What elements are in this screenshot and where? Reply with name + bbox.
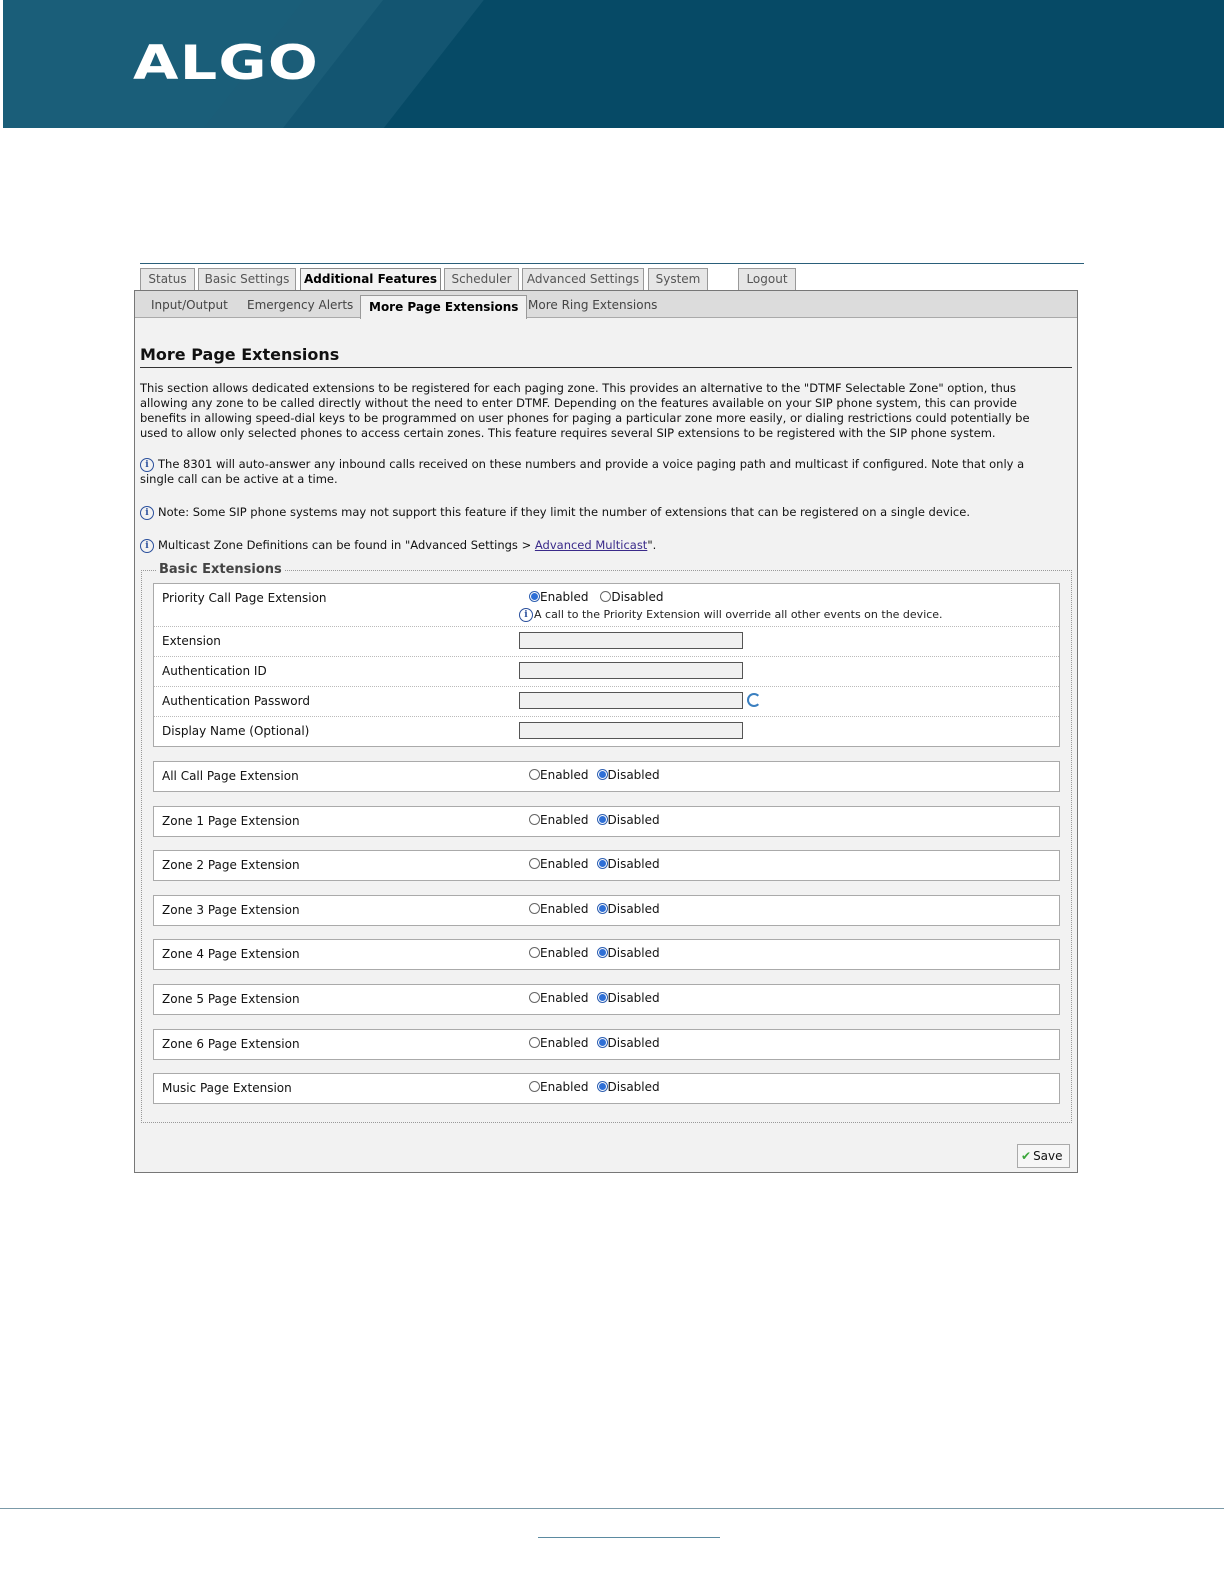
info-note <box>140 457 1050 487</box>
header-banner <box>3 0 1224 128</box>
note-text: Multicast Zone Definitions can be found in "Advanced Settings > <box>158 538 535 552</box>
extension-label: Zone 2 Page Extension <box>162 858 300 873</box>
info-icon: i <box>140 458 154 472</box>
tab-basic-settings[interactable]: Basic Settings <box>198 268 296 290</box>
extension-label: Zone 3 Page Extension <box>162 902 300 917</box>
note-text: ". <box>647 538 657 552</box>
extension-radio-group <box>529 902 668 916</box>
basic-extensions-fieldset <box>141 562 1072 1123</box>
divider <box>140 263 1084 264</box>
enabled-radio[interactable] <box>529 1081 540 1092</box>
extension-radio-group <box>529 991 668 1005</box>
extension-box <box>153 761 1060 792</box>
extension-setting-row <box>154 851 1059 880</box>
extension-setting-row <box>154 807 1059 836</box>
auth-id-label: Authentication ID <box>162 664 267 678</box>
radio-label: Enabled <box>540 901 589 916</box>
fieldset-legend: Basic Extensions <box>156 562 285 577</box>
extension-box <box>153 984 1060 1015</box>
auth-password-label: Authentication Password <box>162 694 310 708</box>
tab-additional-features[interactable]: Additional Features <box>300 268 441 292</box>
content-panel <box>134 290 1078 1173</box>
enabled-radio[interactable] <box>529 814 540 825</box>
extension-label: Music Page Extension <box>162 1081 292 1096</box>
extension-control <box>519 632 743 649</box>
radio-label: Disabled <box>607 1080 660 1095</box>
extension-box <box>153 939 1060 970</box>
page-title: More Page Extensions <box>140 345 340 364</box>
radio-label: Disabled <box>607 991 660 1005</box>
priority-hint <box>519 607 943 622</box>
sub-tabs <box>135 291 1077 318</box>
radio-label: Enabled <box>540 991 589 1005</box>
subtab-more-page-extensions[interactable]: More Page Extensions <box>360 295 527 319</box>
advanced-multicast-link[interactable]: Advanced Multicast <box>534 538 648 552</box>
extension-setting-row <box>154 1030 1059 1059</box>
disabled-radio[interactable] <box>597 903 608 914</box>
note-text: Note: Some SIP phone systems may not support this feature if they limit the number of extensions that can be registered on a single device. <box>158 505 970 519</box>
disabled-radio[interactable] <box>597 858 608 869</box>
extension-input[interactable] <box>519 632 743 649</box>
extension-label: Zone 6 Page Extension <box>162 1036 300 1051</box>
radio-label: Disabled <box>607 812 660 827</box>
priority-extension-box <box>153 583 1060 747</box>
save-button[interactable] <box>1017 1144 1070 1168</box>
radio-label: Enabled <box>540 590 589 604</box>
disabled-radio[interactable] <box>597 992 608 1003</box>
radio-label: Enabled <box>540 1080 589 1095</box>
disabled-radio[interactable] <box>597 1081 608 1092</box>
auth-id-control <box>519 662 743 679</box>
footer-link-line <box>538 1537 720 1538</box>
intro-text: This section allows dedicated extensions to be registered for each paging zone. This provides an alternative to the "DTMF Selectable Zone" option, thus allowing any zone to be called directly without the need to enter DTMF. Depending on the features available on your SIP phone system, this can provide benefits in allowing speed-dial keys to be programmed on user phones for paging a particular zone more easily, or dialing restrictions could potentially be used to allow only selected phones to access certain zones. This feature requires several SIP extensions to be registered with the SIP phone system. <box>140 381 1030 440</box>
extension-radio-group <box>529 1036 668 1050</box>
extension-radio-group <box>529 857 668 871</box>
checkmark-icon: ✔ <box>1021 1149 1032 1163</box>
tab-status[interactable]: Status <box>140 268 195 290</box>
reveal-password-icon[interactable] <box>747 693 761 707</box>
extension-label: Zone 4 Page Extension <box>162 947 300 962</box>
extension-box <box>153 806 1060 837</box>
hint-text: A call to the Priority Extension will override all other events on the device. <box>534 608 943 621</box>
tab-logout[interactable]: Logout <box>738 268 796 290</box>
radio-label: Enabled <box>540 812 589 827</box>
auth-password-input[interactable] <box>519 692 743 709</box>
display-name-label: Display Name (Optional) <box>162 724 310 738</box>
extension-setting-row <box>154 940 1059 969</box>
extension-box <box>153 895 1060 926</box>
extension-radio-group <box>529 768 668 782</box>
extension-radio-group <box>529 813 668 827</box>
subtab-input-output[interactable]: Input/Output <box>151 298 228 312</box>
radio-label: Enabled <box>540 1035 589 1050</box>
extension-label: All Call Page Extension <box>162 769 299 783</box>
enabled-radio[interactable] <box>529 858 540 869</box>
disabled-radio[interactable] <box>597 814 608 825</box>
priority-row <box>154 584 1059 627</box>
display-name-input[interactable] <box>519 722 743 739</box>
extension-box <box>153 1073 1060 1104</box>
display-name-control <box>519 722 743 739</box>
auth-password-row <box>154 687 1059 717</box>
extension-setting-row <box>154 985 1059 1014</box>
extension-setting-row <box>154 1074 1059 1103</box>
footer-divider <box>0 1508 1224 1509</box>
subtab-emergency-alerts[interactable]: Emergency Alerts <box>247 298 354 312</box>
info-note <box>140 505 1050 520</box>
extension-label: Extension <box>162 634 221 648</box>
algo-logo: ALGO <box>133 36 320 91</box>
subtab-more-ring-extensions[interactable]: More Ring Extensions <box>528 298 658 312</box>
auth-id-row <box>154 657 1059 687</box>
priority-radio-group <box>529 590 671 604</box>
radio-label: Disabled <box>607 946 660 961</box>
disabled-radio[interactable] <box>597 769 608 780</box>
title-divider <box>140 367 1072 368</box>
save-label: Save <box>1033 1149 1063 1163</box>
tab-system[interactable]: System <box>648 268 708 290</box>
enabled-radio[interactable] <box>529 947 540 958</box>
extension-label: Zone 5 Page Extension <box>162 992 300 1006</box>
tab-advanced-settings[interactable]: Advanced Settings <box>522 268 644 290</box>
radio-label: Enabled <box>540 946 589 961</box>
auth-id-input[interactable] <box>519 662 743 679</box>
extension-radio-group <box>529 1080 668 1094</box>
enabled-radio[interactable] <box>529 769 540 780</box>
extension-row <box>154 627 1059 657</box>
extension-box <box>153 850 1060 881</box>
disabled-radio[interactable] <box>597 947 608 958</box>
info-icon: i <box>140 506 154 520</box>
enabled-radio[interactable] <box>529 992 540 1003</box>
info-icon: i <box>519 608 533 622</box>
radio-label: Enabled <box>540 857 589 872</box>
enabled-radio[interactable] <box>529 1037 540 1048</box>
display-name-row <box>154 717 1059 746</box>
extension-label: Zone 1 Page Extension <box>162 813 300 828</box>
tab-scheduler[interactable]: Scheduler <box>444 268 519 290</box>
radio-label: Disabled <box>607 857 660 872</box>
extension-setting-row <box>154 896 1059 925</box>
radio-label: Disabled <box>607 768 660 782</box>
info-icon: i <box>140 539 154 553</box>
auth-password-control <box>519 692 761 709</box>
radio-label: Disabled <box>607 901 660 916</box>
radio-label: Disabled <box>611 590 664 604</box>
radio-label: Enabled <box>540 768 589 782</box>
extension-setting-row <box>154 762 1059 791</box>
info-note <box>140 538 1050 553</box>
enabled-radio[interactable] <box>529 903 540 914</box>
priority-enabled-radio[interactable] <box>529 591 540 602</box>
priority-label: Priority Call Page Extension <box>162 591 327 605</box>
note-text: The 8301 will auto-answer any inbound calls received on these numbers and provide a voice paging path and multicast if configured. Note that only a single call can be active at a time. <box>140 457 1025 486</box>
extension-radio-group <box>529 946 668 960</box>
priority-disabled-radio[interactable] <box>600 591 611 602</box>
extension-box <box>153 1029 1060 1060</box>
radio-label: Disabled <box>607 1035 660 1050</box>
disabled-radio[interactable] <box>597 1037 608 1048</box>
